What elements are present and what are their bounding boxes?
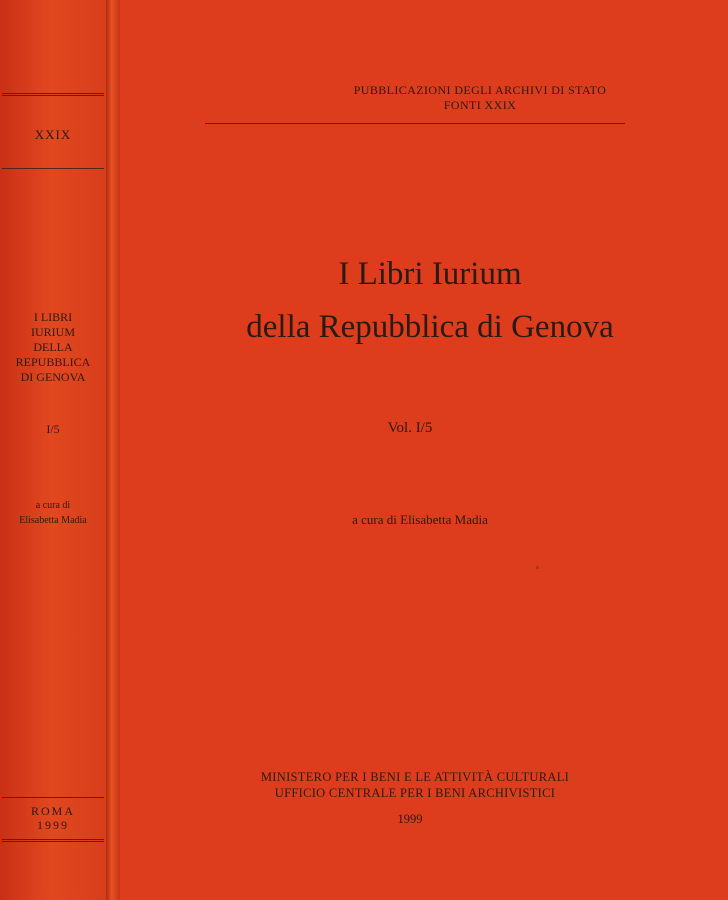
- spine-curator-prefix: a cura di: [35, 500, 71, 511]
- spine-title-line: I LIBRI: [33, 310, 73, 324]
- spine-top-rule: [2, 93, 104, 96]
- spine-volume: I/5: [46, 422, 60, 436]
- spine-title-line: REPUBBLICA: [15, 355, 91, 369]
- spine-imprint: [0, 804, 106, 832]
- book-subtitle: della Repubblica di Genova: [246, 309, 614, 345]
- book-title: I Libri Iurium: [338, 256, 522, 292]
- series-rule: [205, 123, 625, 124]
- publisher-ministry: MINISTERO PER I BENI E LE ATTIVITÀ CULTURALI: [260, 770, 570, 784]
- spine-title-line: IURIUM: [31, 325, 75, 339]
- front-cover: [120, 0, 728, 900]
- spine-rule-under-number: [2, 168, 104, 169]
- spine-hinge: [106, 0, 120, 900]
- spine-curator-name: Elisabetta Madia: [19, 515, 87, 526]
- series-volume: FONTI XXIX: [443, 98, 517, 112]
- volume-number: Vol. I/5: [387, 420, 433, 436]
- spine-rule-above-place: [2, 797, 104, 798]
- cloth-speck: [536, 566, 539, 569]
- curator-credit: a cura di Elisabetta Madia: [352, 512, 488, 527]
- spine-title: [0, 310, 106, 385]
- spine-title-line: DELLA: [33, 340, 73, 354]
- spine-series-number: XXIX: [34, 127, 72, 142]
- spine-place: ROMA: [30, 804, 75, 818]
- spine-curator: [0, 498, 106, 528]
- spine-year: 1999: [37, 818, 69, 832]
- spine-title-line: DI GENOVA: [20, 370, 86, 384]
- series-name: PUBBLICAZIONI DEGLI ARCHIVI DI STATO: [353, 83, 607, 97]
- spine-bottom-rule: [2, 839, 104, 842]
- publisher-office: UFFICIO CENTRALE PER I BENI ARCHIVISTICI: [274, 786, 556, 800]
- book-spine: [0, 0, 113, 900]
- publication-year: 1999: [397, 812, 423, 826]
